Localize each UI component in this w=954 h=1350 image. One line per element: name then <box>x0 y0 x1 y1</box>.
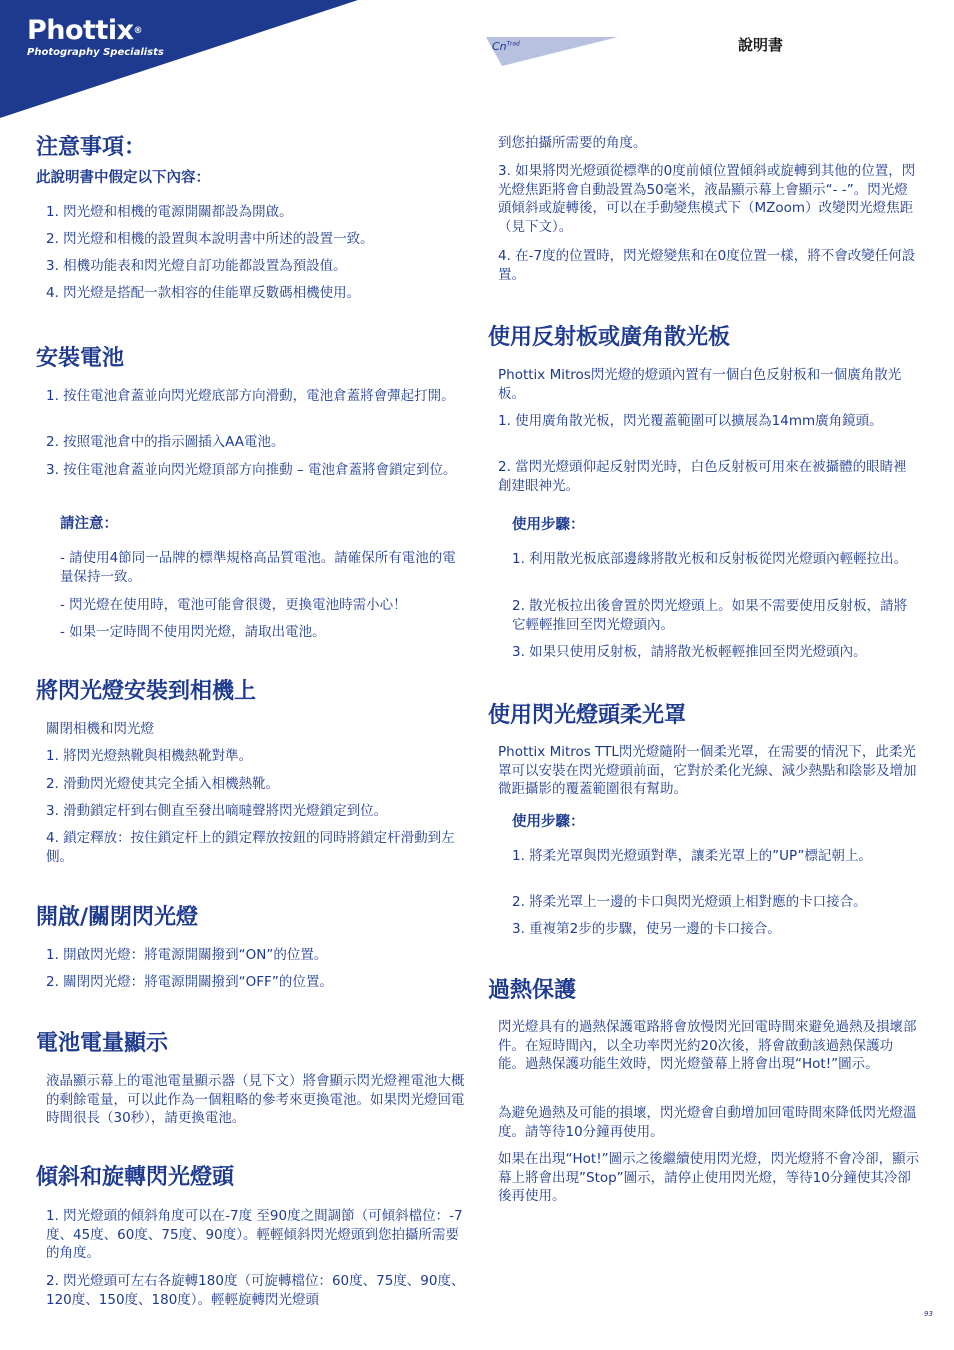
logo-tagline: Photography Specialists <box>27 47 164 58</box>
overheat-paragraph: 為避免過熱及可能的損壞，閃光燈會自動增加回電時間來降低閃光燈溫度。請等待10分鐘再使用。 <box>498 1105 917 1140</box>
list-item: 4. 鎖定釋放：按住鎖定杆上的鎖定釋放按鈕的同時將鎖定杆滑動到左側。 <box>46 830 455 865</box>
language-code: $Cn^{Trad}$ <box>492 40 520 53</box>
diffuser-intro: Phottix Mitros TTL閃光燈隨附一個柔光罩，在需要的情況下，此柔光罩可以安裝在閃光燈頭前面，它對於柔化光線、減少熱點和陰影及增加微距攝影的覆蓋範圍很有幫助。 <box>498 744 917 797</box>
step-item: 2. 散光板拉出後會置於閃光燈頭上。如果不需要使用反射板，請將它輕輕推回至閃光燈頭內。 <box>512 598 908 633</box>
diffuser-steps-title: 使用步驟： <box>512 814 585 830</box>
battery-note-title: 請注意： <box>60 516 118 532</box>
list-item: 2. 閃光燈頭可左右各旋轉180度（可旋轉檔位：60度、75度、90度、120度、150度、180度）。輕輕旋轉閃光燈頭 <box>46 1273 465 1308</box>
step-item: 2. 將柔光罩上一邊的卡口與閃光燈頭上相對應的卡口接合。 <box>512 894 867 910</box>
list-item: 2. 按照電池倉中的指示圖插入AA電池。 <box>46 434 285 450</box>
document-title: 說明書 <box>738 36 784 54</box>
section-title-battery: 安裝電池 <box>36 346 125 371</box>
step-item: 1. 將柔光罩與閃光燈頭對準，讓柔光罩上的”UP”標記朝上。 <box>512 848 872 864</box>
list-item: 4. 閃光燈是搭配一款相容的佳能單反數碼相機使用。 <box>46 285 361 301</box>
list-item: 2. 滑動閃光燈使其完全插入相機熱靴。 <box>46 776 280 792</box>
section-title-power: 開啟/關閉閃光燈 <box>36 905 199 930</box>
list-item: 3. 相機功能表和閃光燈自訂功能都設置為預設值。 <box>46 258 347 274</box>
section-title-mount: 將閃光燈安裝到相機上 <box>36 679 257 704</box>
overheat-paragraph: 閃光燈具有的過熱保護電路將會放慢閃光回電時間來避免過熱及損壞部件。在短時間內，以全功率閃光約20次後，將會啟動該過熱保護功能。過熱保護功能生效時，閃光燈螢幕上將會出現“Hot!”圖示。 <box>498 1019 917 1072</box>
overheat-paragraph: 如果在出現“Hot!”圖示之後繼續使用閃光燈，閃光燈將不會冷卻，顯示幕上將會出現”Stop”圖示，請停止使用閃光燈，等待10分鐘使其冷卻後再使用。 <box>498 1151 920 1204</box>
list-item: 1. 閃光燈和相機的電源開關都設為開啟。 <box>46 204 293 220</box>
list-item: 3. 如果將閃光燈頭從標準的0度前傾位置傾斜或旋轉到其他的位置，閃光燈焦距將會自動設置為50毫米，液晶顯示幕上會顯示“- -”。閃光燈頭傾斜或旋轉後，可以在手動變焦模式下（MZoom）改變閃光燈焦距（見下文）。 <box>498 163 916 235</box>
list-item: 1. 將閃光燈熱靴與相機熱靴對準。 <box>46 748 253 764</box>
list-item: 2. 當閃光燈頭仰起反射閃光時，白色反射板可用來在被攝體的眼睛裡創建眼神光。 <box>498 459 907 494</box>
reflector-steps-title: 使用步驟： <box>512 517 585 533</box>
section-title-battery-level: 電池電量顯示 <box>36 1031 169 1056</box>
step-item: 3. 如果只使用反射板，請將散光板輕輕推回至閃光燈頭內。 <box>512 644 867 660</box>
battery-level-text: 液晶顯示幕上的電池電量顯示器（見下文）將會顯示閃光燈裡電池大概的剩餘電量，可以此作為一個粗略的參考來更換電池。如果閃光燈回電時間很長（30秒），請更換電池。 <box>46 1073 465 1126</box>
note-item: - 請使用4節同一品牌的標準規格高品質電池。請確保所有電池的電量保持一致。 <box>60 550 456 585</box>
list-item: 2. 關閉閃光燈：將電源開關撥到“OFF”的位置。 <box>46 974 333 990</box>
notes-subtitle: 此說明書中假定以下內容： <box>36 170 210 186</box>
mount-intro: 關閉相機和閃光燈 <box>46 721 154 737</box>
section-title-tilt: 傾斜和旋轉閃光燈頭 <box>36 1165 235 1190</box>
logo-wordmark: Phottix® <box>27 15 143 46</box>
list-item: 4. 在-7度的位置時，閃光燈變焦和在0度位置一樣，將不會改變任何設置。 <box>498 248 916 283</box>
section-title-reflector: 使用反射板或廣角散光板 <box>488 325 731 350</box>
list-item: 3. 滑動鎖定杆到右側直至發出嘀噠聲將閃光燈鎖定到位。 <box>46 803 388 819</box>
tilt-continued: 到您拍攝所需要的角度。 <box>498 135 647 151</box>
list-item: 1. 按住電池倉蓋並向閃光燈底部方向滑動，電池倉蓋將會彈起打開。 <box>46 388 455 404</box>
step-item: 1. 利用散光板底部邊緣將散光板和反射板從閃光燈頭內輕輕拉出。 <box>512 551 908 567</box>
list-item: 1. 使用廣角散光板，閃光覆蓋範圍可以擴展為14mm廣角鏡頭。 <box>498 413 883 429</box>
list-item: 3. 按住電池倉蓋並向閃光燈頂部方向推動 – 電池倉蓋將會鎖定到位。 <box>46 462 457 478</box>
list-item: 1. 閃光燈頭的傾斜角度可以在-7度 至90度之間調節（可傾斜檔位：-7度、45度、60度、75度、90度）。輕輕傾斜閃光燈頭到您拍攝所需要的角度。 <box>46 1208 463 1261</box>
section-title-diffuser: 使用閃光燈頭柔光罩 <box>488 703 687 728</box>
reflector-intro: Phottix Mitros閃光燈的燈頭內置有一個白色反射板和一個廣角散光板。 <box>498 367 902 402</box>
list-item: 2. 閃光燈和相機的設置與本說明書中所述的設置一致。 <box>46 231 374 247</box>
step-item: 3. 重複第2步的步驟，使另一邊的卡口接合。 <box>512 921 781 937</box>
page-number: 93 <box>924 1310 933 1318</box>
note-item: - 如果一定時間不使用閃光燈，請取出電池。 <box>60 624 326 640</box>
list-item: 1. 開啟閃光燈：將電源開關撥到“ON”的位置。 <box>46 947 328 963</box>
brand-logo <box>27 14 164 59</box>
note-item: - 閃光燈在使用時，電池可能會很燙，更換電池時需小心！ <box>60 597 407 613</box>
section-title-notes: 注意事項： <box>36 135 147 160</box>
section-title-overheat: 過熱保護 <box>488 978 577 1003</box>
